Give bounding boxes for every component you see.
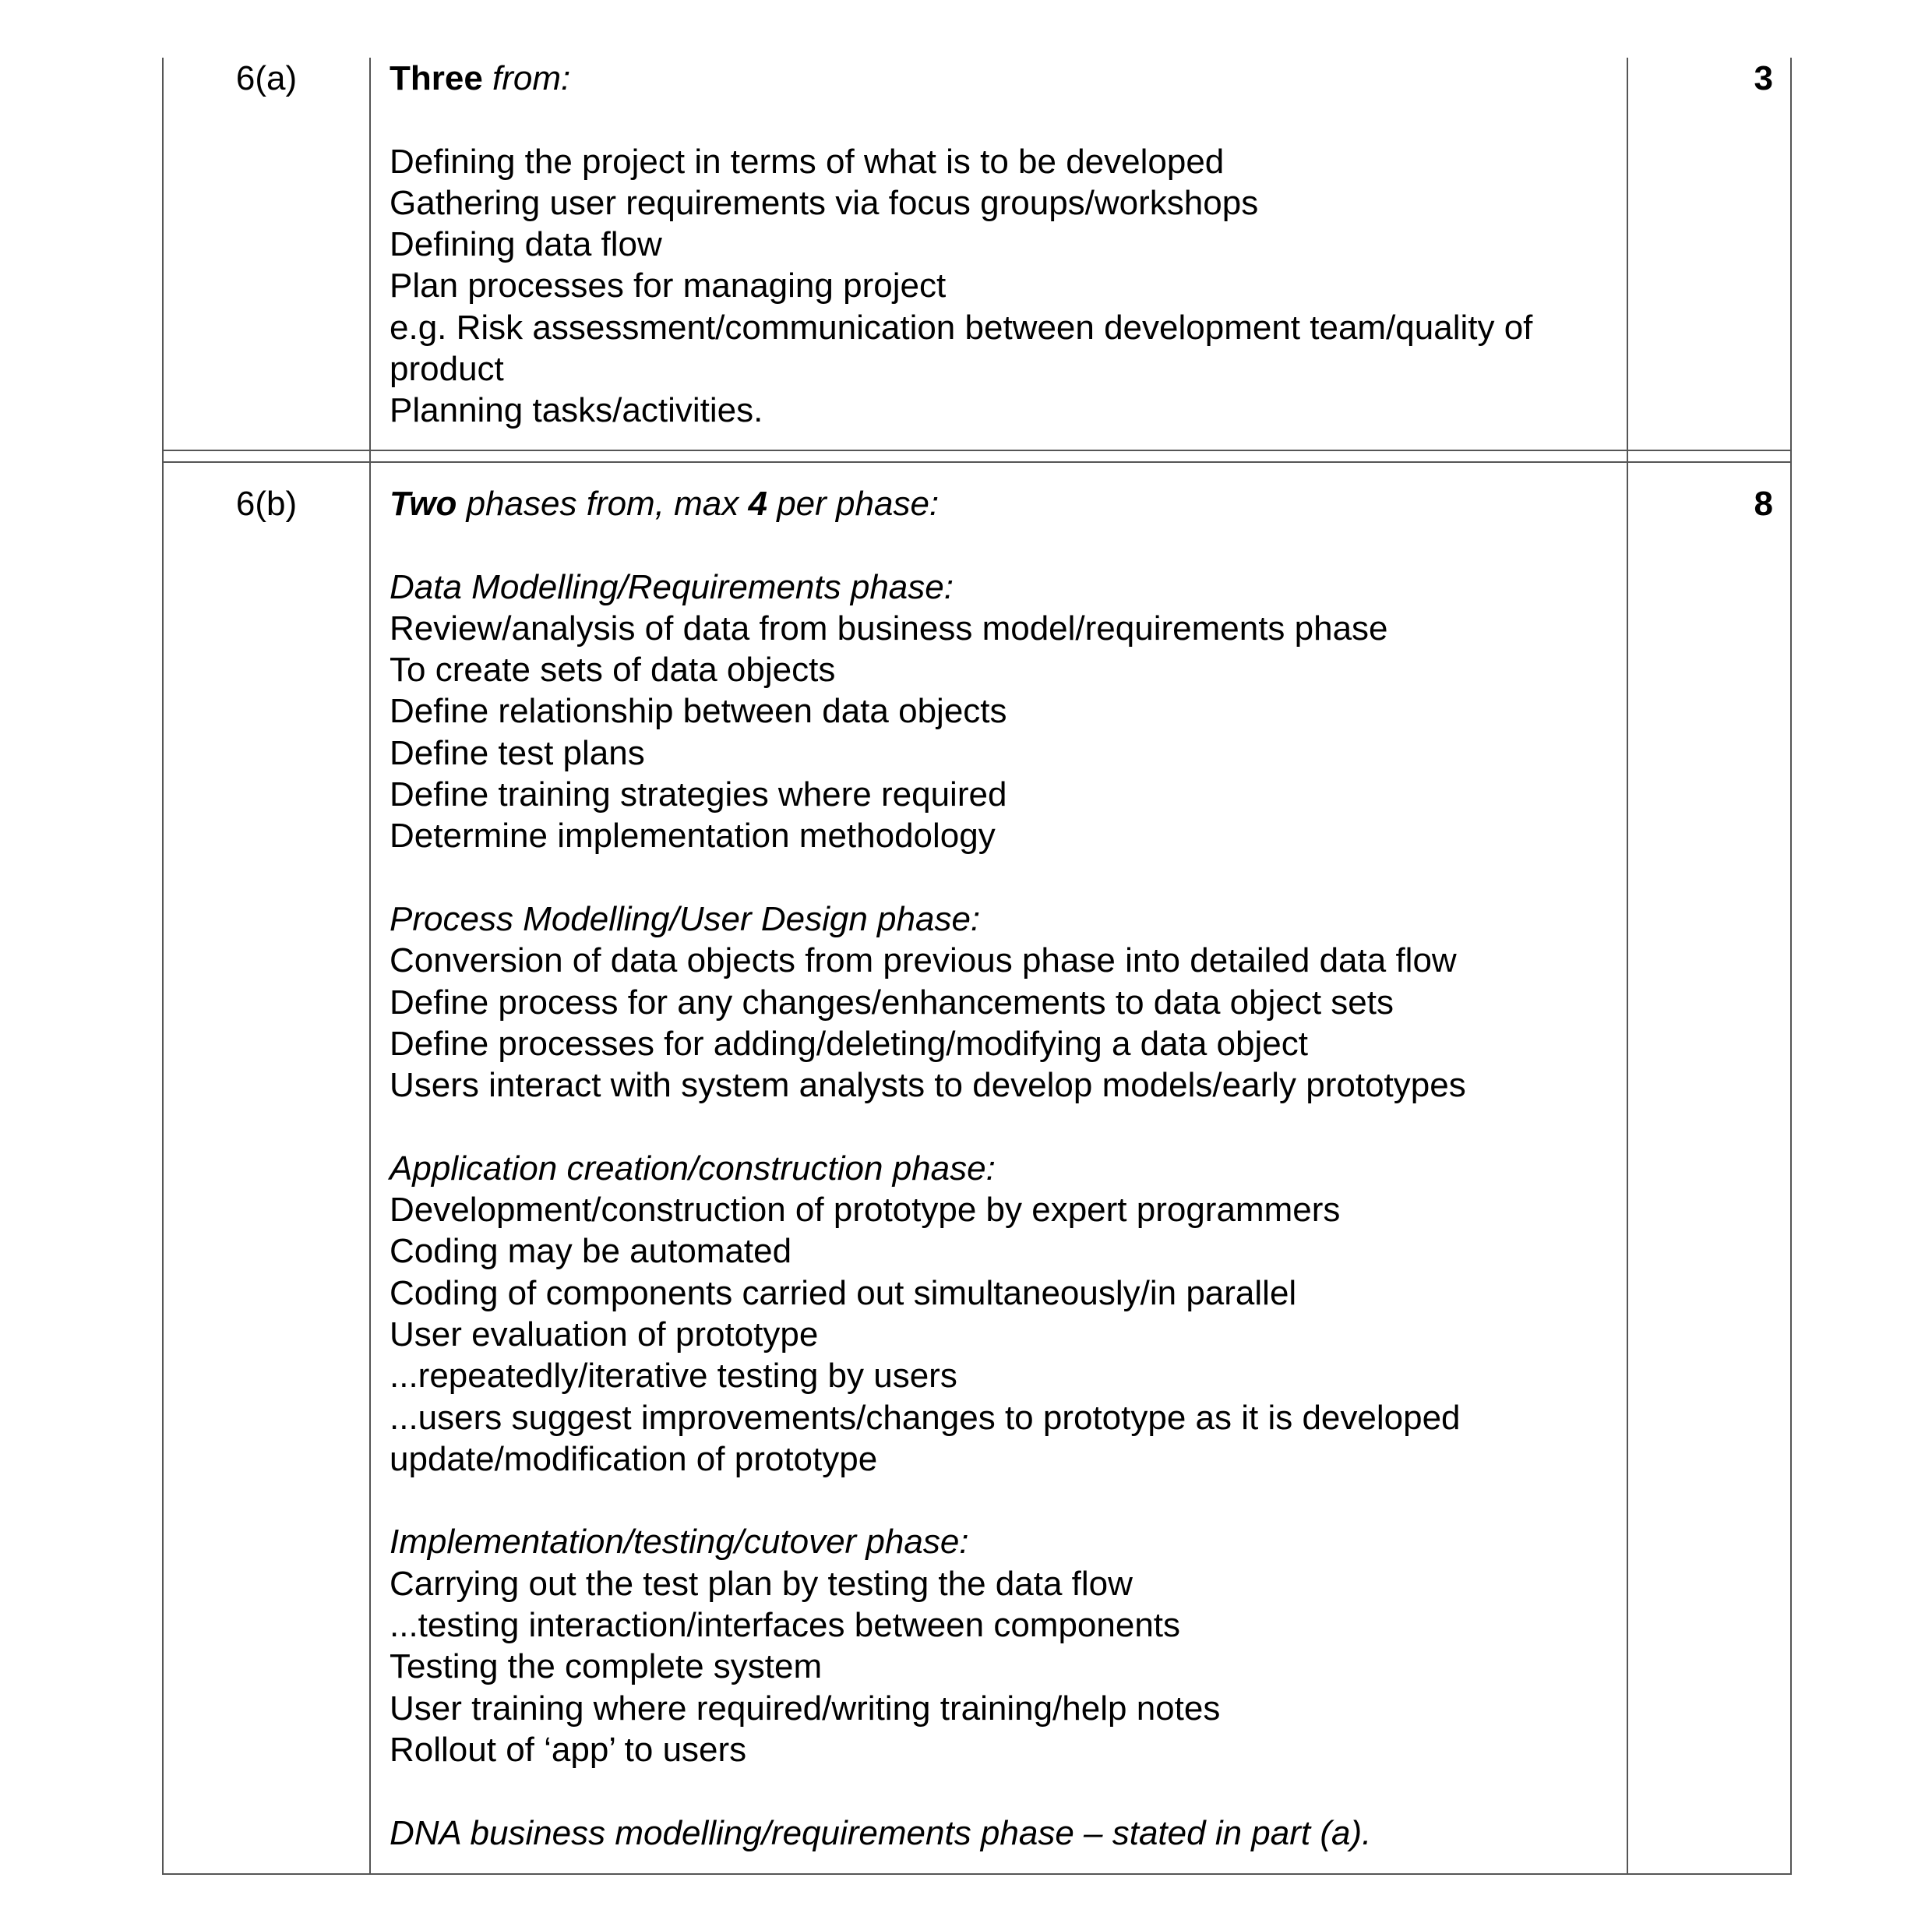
mark-scheme-table <box>162 58 1792 1875</box>
table-border-bottom <box>162 1873 1792 1875</box>
answer-point: e.g. Risk assessment/communication between development team/quality of <box>390 308 1533 347</box>
answer-point: Define processes for adding/deleting/modifying a data object <box>390 1024 1308 1063</box>
answer-header: Two phases from, max 4 per phase: <box>390 485 940 523</box>
phase-title: Implementation/testing/cutover phase: <box>390 1523 969 1562</box>
answer-note: DNA business modelling/requirements phase – stated in part (a). <box>390 1813 1372 1852</box>
answer-point: Development/construction of prototype by expert programmers <box>390 1191 1341 1230</box>
answer-point: Plan processes for managing project <box>390 266 947 305</box>
marks-value: 3 <box>1754 59 1773 97</box>
answer-cell <box>390 58 1628 432</box>
answer-point: Gathering user requirements via focus groups/workshops <box>390 183 1259 222</box>
answer-point: ...repeatedly/iterative testing by users <box>390 1357 957 1396</box>
answer-point: Defining data flow <box>390 225 662 264</box>
row-separator-top <box>162 450 1792 451</box>
answer-point: Define training strategies where required <box>390 775 1007 814</box>
answer-point: Define test plans <box>390 733 645 772</box>
answer-point: Determine implementation methodology <box>390 817 996 856</box>
row-separator-bottom <box>162 461 1792 463</box>
table-border-right <box>1790 58 1792 1875</box>
answer-point: To create sets of data objects <box>390 651 836 690</box>
phase-title: Data Modelling/Requirements phase: <box>390 567 954 606</box>
answer-point: Defining the project in terms of what is to be developed <box>390 142 1225 181</box>
table-border-left <box>162 58 164 1875</box>
question-number: 6(a) <box>235 59 298 97</box>
answer-point: Review/analysis of data from business model/requirements phase <box>390 609 1388 648</box>
answer-point: Conversion of data objects from previous phase into detailed data flow <box>390 941 1457 980</box>
answer-point: Rollout of ‘app’ to users <box>390 1730 747 1769</box>
marks-value: 8 <box>1754 485 1773 523</box>
answer-point: Carrying out the test plan by testing the data flow <box>390 1564 1133 1603</box>
answer-cell <box>390 483 1628 1854</box>
answer-point: User evaluation of prototype <box>390 1315 819 1354</box>
answer-point: Planning tasks/activities. <box>390 391 763 430</box>
answer-point: User training where required/writing training/help notes <box>390 1689 1221 1728</box>
answer-point: Users interact with system analysts to develop models/early prototypes <box>390 1066 1466 1105</box>
answer-point: ...users suggest improvements/changes to prototype as it is developed <box>390 1398 1461 1437</box>
answer-point: Coding may be automated <box>390 1232 792 1271</box>
phase-title: Application creation/construction phase: <box>390 1149 996 1188</box>
question-number: 6(b) <box>235 485 298 523</box>
column-divider-question <box>369 58 371 1875</box>
answer-point: Testing the complete system <box>390 1647 823 1686</box>
answer-point: Define process for any changes/enhancements to data object sets <box>390 983 1394 1022</box>
answer-point: Coding of components carried out simultaneously/in parallel <box>390 1273 1297 1312</box>
phase-title: Process Modelling/User Design phase: <box>390 899 981 938</box>
answer-point: product <box>390 350 504 389</box>
answer-point: Define relationship between data objects <box>390 692 1007 731</box>
answer-point: update/modification of prototype <box>390 1439 878 1478</box>
answer-header: Three from: <box>390 59 571 97</box>
answer-point: ...testing interaction/interfaces between components <box>390 1606 1181 1645</box>
